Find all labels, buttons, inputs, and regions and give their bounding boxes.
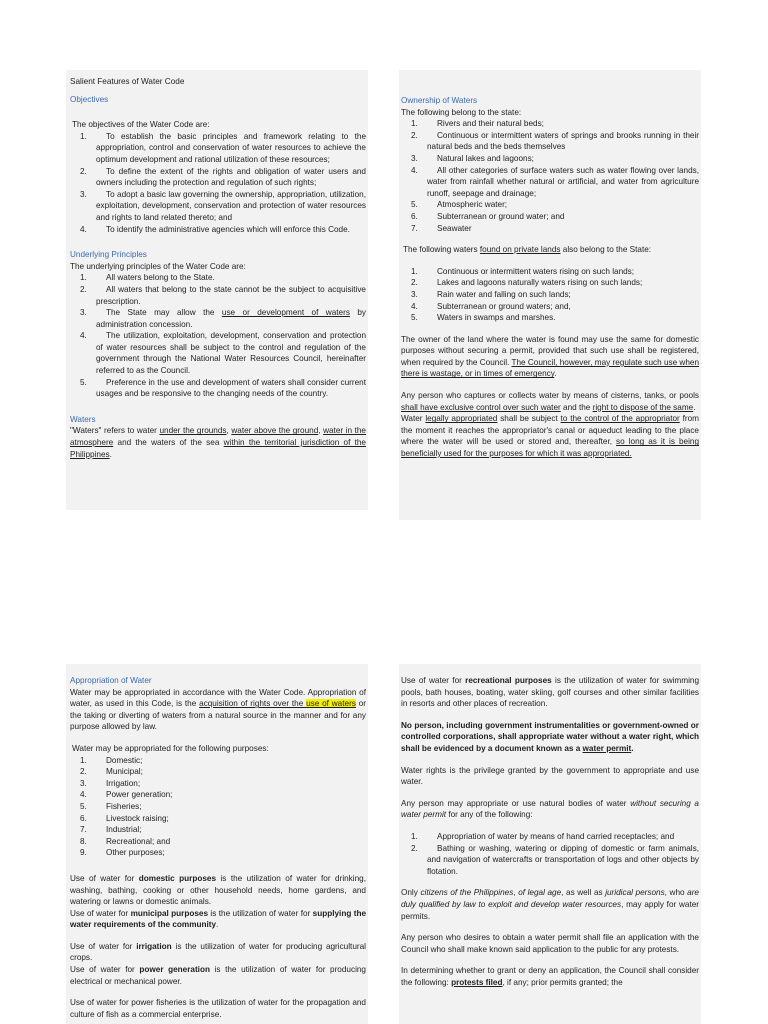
principles-intro: The underlying principles of the Water Code are:: [70, 261, 246, 271]
no-permit-list: [401, 831, 699, 877]
list-item: 5. Preference in the use and development of waters shall consider current usages and be responsive to the changing needs of the country.: [80, 377, 366, 399]
recreational-paragraph: Use of water for recreational purposes is the utilization of water for swimming pools, bath houses, boating, water skiing, golf courses and other similar facilities in resorts and other places of recreation.: [401, 676, 699, 709]
list-item: 4. To identify the administrative agencies which will enforce this Code.: [80, 224, 350, 234]
list-item: 1. To establish the basic principles and framework relating to the appropriation, control and conservation of water resources to achieve the optimum development and rational utilization of these resources;: [80, 131, 366, 164]
principles-heading: Underlying Principles: [70, 250, 147, 260]
ownership-list: [401, 118, 699, 234]
list-item: 1. Domestic;: [80, 755, 143, 765]
list-item: 1. Rivers and their natural beds;: [411, 119, 544, 129]
list-item: 2. Continuous or intermittent waters of springs and brooks running in their natural beds and the beds themselves: [411, 130, 699, 152]
waters-definition: "Waters" refers to water under the grounds, water above the ground, water in the atmosphere and the waters of the sea within the territorial jurisdiction of the Philippines.: [70, 426, 366, 459]
legally-appropriated-paragraph: Water legally appropriated shall be subject to the control of the appropriator from the moment it reaches the appropriator's canal or aqueduct leading to the place where the water will be used or stored and, thereafter, so long as it is being beneficially used for the purposes for which it was appropriated.: [401, 414, 699, 459]
list-item: 4. All other categories of surface waters such as water flowing over lands, water from rainfall whether natural or artificial, and water from agriculture runoff, seepage and drainage;: [411, 165, 699, 198]
list-item: 3. Irrigation;: [80, 778, 141, 788]
list-item: 3. To adopt a basic law governing the ownership, appropriation, utilization, exploitation, development, conservation and protection of water resources and rights to land related thereto; and: [80, 189, 366, 222]
list-item: 2. To define the extent of the rights and obligation of water users and owners including the protection and regulation of such rights;: [80, 166, 366, 188]
list-item: 2. All waters that belong to the state cannot be the subject to acquisitive prescription.: [80, 284, 366, 306]
list-item: 8. Recreational; and: [80, 836, 171, 846]
water-rights-paragraph: Water rights is the privilege granted by the government to appropriate and use water.: [401, 765, 699, 787]
panel-appropriation: [66, 664, 368, 1024]
domestic-paragraph: Use of water for domestic purposes is the utilization of water for drinking, washing, bathing, cooking or other household needs, home gardens, and watering or lawns or domestic animals.: [70, 873, 366, 907]
list-item: 4. Power generation;: [80, 790, 173, 800]
list-item: 3. The State may allow the use or development of waters by administration concession.: [80, 308, 366, 329]
list-item: 3. Natural lakes and lagoons;: [411, 153, 534, 163]
private-lands-list: [401, 266, 699, 324]
ownership-heading: Ownership of Waters: [401, 96, 478, 105]
list-item: 6. Livestock raising;: [80, 813, 169, 823]
list-item: 7. Industrial;: [80, 825, 142, 835]
list-item: 7. Seawater: [411, 223, 472, 233]
private-lands-intro: The following waters found on private lands also belong to the State:: [403, 245, 652, 255]
application-paragraph: Any person who desires to obtain a water permit shall file an application with the Council who shall make known said application to the public for any protests.: [401, 933, 699, 954]
list-item: 5. Fisheries;: [80, 801, 142, 811]
waters-heading: Waters: [70, 414, 96, 424]
objectives-intro: The objectives of the Water Code are:: [72, 120, 210, 130]
list-item: 5. Waters in swamps and marshes.: [411, 313, 556, 323]
list-item: 6. Subterranean or ground water; and: [411, 211, 565, 221]
list-item: 2. Bathing or washing, watering or dipping of domestic or farm animals, and navigation of watercrafts or transportation of logs and other objects by flotation.: [411, 843, 699, 876]
panel-objectives-principles: [66, 70, 368, 510]
list-item: 1. Continuous or intermittent waters rising on such lands;: [411, 266, 635, 276]
owner-use-paragraph: The owner of the land where the water is found may use the same for domestic purposes without securing a permit, provided that such use shall be registered, when required by the Council. The Council, however, may regulate such use when there is wastage, or in times of emergency.: [401, 334, 699, 379]
panel-water-permits: [399, 664, 701, 1024]
no-permit-intro: Any person may appropriate or use natural bodies of water without securing a water permit for any of the following:: [401, 798, 699, 820]
panel-ownership: [399, 70, 701, 520]
list-item: 3. Rain water and falling on such lands;: [411, 289, 571, 299]
list-item: 1. All waters belong to the State.: [80, 273, 215, 283]
appropriation-heading: Appropriation of Water: [70, 676, 152, 685]
objectives-list: [70, 131, 366, 235]
list-item: 2. Lakes and lagoons naturally waters rising on such lands;: [411, 278, 643, 288]
objectives-heading: Objectives: [70, 94, 109, 104]
purposes-list: [70, 755, 366, 859]
eligibility-paragraph: Only citizens of the Philippines, of legal age, as well as juridical persons, who are duly qualified by law to exploit and develop water resources, may apply for water permits.: [401, 888, 699, 921]
municipal-paragraph: Use of water for municipal purposes is the utilization of water for supplying the water requirements of the community.: [70, 908, 366, 930]
ownership-intro: The following belong to the state:: [401, 107, 522, 117]
fisheries-paragraph: Use of water for power fisheries is the utilization of water for the propagation and culture of fish as a commercial enterprise.: [70, 998, 366, 1019]
power-paragraph: Use of water for power generation is the utilization of water for producing electrical or mechanical power.: [70, 965, 366, 986]
list-item: 1. Appropriation of water by means of hand carried receptacles; and: [411, 831, 675, 841]
capture-paragraph: Any person who captures or collects water by means of cisterns, tanks, or pools shall have exclusive control over such water and the right to dispose of the same.: [401, 391, 699, 412]
list-item: 4. Subterranean or ground waters; and,: [411, 301, 571, 311]
page-title: Salient Features of Water Code: [70, 77, 185, 86]
no-person-paragraph: No person, including government instrumentalities or government-owned or controlled corporations, shall appropriate water without a water right, which shall be evidenced by a document known as a water permit.: [401, 720, 699, 753]
appropriation-paragraph: Water may be appropriated in accordance with the Water Code. Appropriation of water, as used in this Code, is the acquisition of rights over the use of waters or the taking or diverting of waters from a natural source in the manner and for any purpose allowed by law.: [70, 687, 366, 732]
determination-paragraph: In determining whether to grant or deny an application, the Council shall consider the following: protests filed, if any; prior permits granted; the: [401, 966, 699, 987]
principles-list: [70, 272, 366, 400]
list-item: 9. Other purposes;: [80, 848, 165, 858]
list-item: 5. Atmospheric water;: [411, 200, 508, 210]
purposes-intro: Water may be appropriated for the following purposes:: [72, 743, 269, 753]
list-item: 2. Municipal;: [80, 767, 143, 777]
irrigation-paragraph: Use of water for irrigation is the utilization of water for producing agricultural crops.: [70, 941, 366, 963]
list-item: 4. The utilization, exploitation, development, conservation and protection of water resources shall be subject to the control and regulation of the government through the National Water Resources Council, hereinafter referred to as the Council.: [80, 331, 366, 376]
